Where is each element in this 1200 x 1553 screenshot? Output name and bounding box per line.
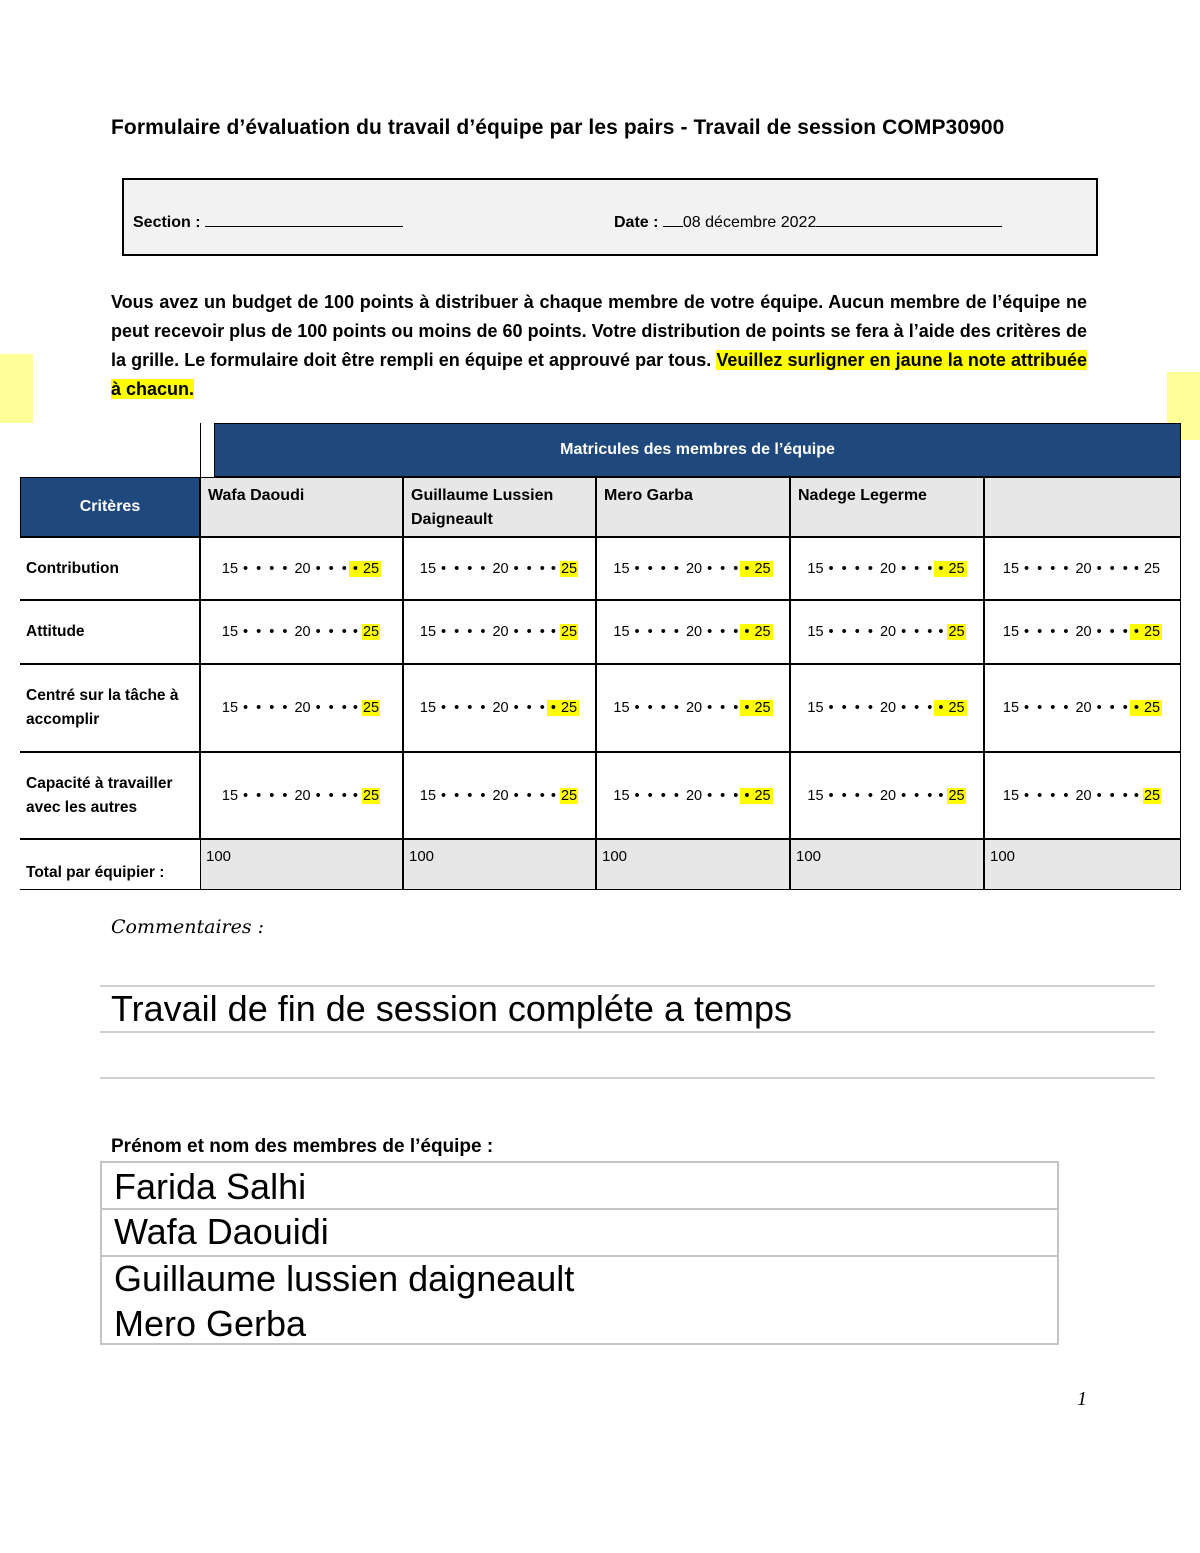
scale-dots: • • • bbox=[707, 787, 741, 804]
scale-selected bbox=[1130, 561, 1162, 577]
scale-dots: • • • • bbox=[441, 624, 488, 640]
scale-dots: • • • bbox=[901, 787, 935, 804]
scale-mid: 20 bbox=[492, 560, 509, 577]
score-scale[interactable] bbox=[200, 537, 403, 600]
scale-low: 15 bbox=[807, 700, 824, 716]
date-field[interactable] bbox=[614, 212, 1002, 232]
page-title: Formulaire d’évaluation du travail d’équipe par les pairs - Travail de session COMP30900 bbox=[111, 116, 1005, 139]
scale-dots: • • • • bbox=[441, 560, 488, 577]
scale-high: 25 bbox=[560, 700, 578, 716]
score-scale[interactable] bbox=[984, 664, 1181, 752]
scale-dot: • bbox=[938, 624, 944, 640]
scale-dots: • • • • bbox=[1024, 560, 1071, 577]
scale-mid: 20 bbox=[1075, 560, 1092, 577]
team-name-line: Farida Salhi bbox=[114, 1166, 307, 1207]
scale-dot: • bbox=[352, 700, 358, 716]
scale-mid: 20 bbox=[879, 560, 897, 577]
scale-dots: • • • • bbox=[828, 560, 875, 577]
scale-low: 15 bbox=[1002, 560, 1020, 577]
scale-dots: • • • bbox=[1096, 560, 1130, 577]
scale-dot: • bbox=[744, 624, 750, 640]
scale-selected bbox=[740, 700, 772, 716]
scale-low: 15 bbox=[419, 624, 437, 640]
section-label: Section : bbox=[133, 214, 201, 231]
section-blank-line bbox=[205, 212, 403, 227]
scale-high: 25 bbox=[560, 787, 578, 804]
scale-dot: • bbox=[550, 624, 556, 640]
scale-dot: • bbox=[938, 560, 944, 577]
scale-dots: • • • bbox=[513, 787, 547, 804]
score-scale[interactable] bbox=[984, 600, 1181, 664]
scale-dot: • bbox=[352, 787, 358, 804]
scale-dots: • • • bbox=[1096, 700, 1130, 716]
scale-dot: • bbox=[938, 787, 944, 804]
scale-high: 25 bbox=[362, 560, 380, 577]
instructions-text: Vous avez un budget de 100 points à distribuer à chaque membre de votre équipe. Aucun membre de l’équipe ne peut recevoir plus de 100 points ou moins de 60 points. Votre distribution de points se fera à l’aide des critères de la grille. Le formulaire doit être rempli en équipe et approuvé par tous. bbox=[111, 292, 1087, 370]
scale-low: 15 bbox=[807, 787, 824, 804]
score-scale[interactable] bbox=[403, 537, 596, 600]
section-date-box bbox=[122, 178, 1098, 256]
scale-mid: 20 bbox=[685, 560, 703, 577]
scale-mid: 20 bbox=[492, 700, 509, 716]
total-value[interactable]: 100 bbox=[984, 839, 1181, 890]
scale-mid: 20 bbox=[879, 624, 897, 640]
scale-dots: • • • bbox=[315, 700, 349, 716]
scale-dots: • • • • bbox=[243, 624, 290, 640]
score-scale[interactable] bbox=[790, 537, 984, 600]
scale-selected bbox=[349, 624, 381, 640]
scale-low: 15 bbox=[419, 700, 437, 716]
date-label: Date : bbox=[614, 214, 659, 231]
scale-dots: • • • • bbox=[828, 624, 875, 640]
scale-dots: • • • • bbox=[634, 787, 681, 804]
total-value[interactable]: 100 bbox=[596, 839, 790, 890]
scale-selected bbox=[740, 624, 772, 640]
scale-selected bbox=[1130, 788, 1162, 804]
member-name-cell: Guillaume Lussien Daigneault bbox=[403, 477, 596, 537]
scale-low: 15 bbox=[613, 700, 630, 716]
scale-selected bbox=[349, 561, 381, 577]
scale-low: 15 bbox=[221, 624, 239, 640]
score-scale[interactable] bbox=[596, 664, 790, 752]
score-scale[interactable] bbox=[790, 752, 984, 839]
score-scale[interactable] bbox=[984, 537, 1181, 600]
criterion-label: Contribution bbox=[20, 537, 200, 600]
scale-mid: 20 bbox=[685, 700, 703, 716]
scale-mid: 20 bbox=[1075, 787, 1092, 804]
scale-selected bbox=[934, 788, 966, 804]
scale-high: 25 bbox=[1143, 624, 1161, 640]
scale-high: 25 bbox=[948, 700, 965, 716]
scale-high: 25 bbox=[754, 787, 771, 804]
scale-dots: • • • bbox=[707, 560, 741, 577]
score-scale[interactable] bbox=[200, 600, 403, 664]
section-field[interactable] bbox=[133, 212, 403, 232]
scale-selected bbox=[934, 700, 966, 716]
score-scale[interactable] bbox=[596, 600, 790, 664]
scale-dots: • • • bbox=[901, 700, 935, 716]
scale-mid: 20 bbox=[685, 624, 703, 640]
comments-label: Commentaires : bbox=[111, 916, 265, 938]
scale-mid: 20 bbox=[1075, 624, 1092, 640]
criterion-label: Centré sur la tâche à accomplir bbox=[20, 664, 200, 752]
scale-dots: • • • bbox=[707, 624, 741, 640]
scale-dots: • • • bbox=[901, 560, 935, 577]
scale-dots: • • • bbox=[707, 700, 741, 716]
scale-high: 25 bbox=[1143, 560, 1161, 577]
scale-dots: • • • • bbox=[441, 787, 488, 804]
scale-dots: • • • bbox=[1096, 624, 1130, 640]
scale-low: 15 bbox=[221, 700, 239, 716]
scale-dots: • • • • bbox=[243, 787, 290, 804]
scale-dots: • • • • bbox=[634, 700, 681, 716]
scale-high: 25 bbox=[948, 787, 965, 804]
scale-dots: • • • bbox=[315, 787, 349, 804]
scale-dot: • bbox=[1133, 624, 1139, 640]
scale-dots: • • • • bbox=[828, 700, 875, 716]
scale-low: 15 bbox=[613, 560, 630, 577]
scale-dot: • bbox=[1133, 787, 1139, 804]
total-value[interactable]: 100 bbox=[200, 839, 403, 890]
scale-high: 25 bbox=[560, 624, 578, 640]
scale-dots: • • • bbox=[315, 624, 349, 640]
score-scale[interactable] bbox=[596, 752, 790, 839]
scale-mid: 20 bbox=[492, 624, 509, 640]
scale-mid: 20 bbox=[294, 787, 311, 804]
scale-high: 25 bbox=[754, 624, 771, 640]
scale-dots: • • • • bbox=[1024, 624, 1071, 640]
team-name-line: Mero Gerba bbox=[114, 1303, 307, 1344]
scale-dots: • • • • bbox=[1024, 700, 1071, 716]
scale-high: 25 bbox=[362, 700, 380, 716]
scale-high: 25 bbox=[948, 624, 965, 640]
scale-dots: • • • bbox=[1096, 787, 1130, 804]
scale-dot: • bbox=[352, 624, 358, 640]
scale-selected bbox=[1130, 624, 1162, 640]
team-names-label: Prénom et nom des membres de l’équipe : bbox=[111, 1136, 494, 1157]
scale-high: 25 bbox=[560, 560, 578, 577]
criterion-label: Attitude bbox=[20, 600, 200, 664]
scale-dot: • bbox=[1133, 700, 1139, 716]
scale-dots: • • • bbox=[513, 624, 547, 640]
scale-dot: • bbox=[1133, 560, 1139, 577]
scale-dots: • • • • bbox=[634, 624, 681, 640]
total-label: Total par équipier : bbox=[20, 839, 200, 890]
score-scale[interactable] bbox=[403, 664, 596, 752]
scale-dot: • bbox=[744, 787, 750, 804]
scale-selected bbox=[740, 561, 772, 577]
score-scale[interactable] bbox=[403, 600, 596, 664]
members-header: Matricules des membres de l’équipe bbox=[214, 423, 1181, 477]
scale-mid: 20 bbox=[294, 624, 311, 640]
scale-high: 25 bbox=[754, 560, 771, 577]
scale-selected bbox=[349, 788, 381, 804]
date-value: 08 décembre 2022 bbox=[682, 214, 817, 231]
scale-mid: 20 bbox=[1075, 700, 1092, 716]
scale-dots: • • • bbox=[513, 560, 547, 577]
scale-low: 15 bbox=[1002, 787, 1020, 804]
member-name-cell bbox=[984, 477, 1181, 537]
score-scale[interactable] bbox=[200, 664, 403, 752]
scale-high: 25 bbox=[362, 787, 380, 804]
score-scale[interactable] bbox=[984, 752, 1181, 839]
team-name-line: Guillaume lussien daigneault bbox=[114, 1258, 575, 1299]
score-scale[interactable] bbox=[790, 664, 984, 752]
scale-selected bbox=[934, 624, 966, 640]
scale-low: 15 bbox=[807, 624, 824, 640]
scale-dot: • bbox=[744, 700, 750, 716]
scale-high: 25 bbox=[754, 700, 771, 716]
score-scale[interactable] bbox=[403, 752, 596, 839]
scale-low: 15 bbox=[419, 560, 437, 577]
scale-mid: 20 bbox=[294, 700, 311, 716]
scale-dots: • • • • bbox=[243, 700, 290, 716]
scale-mid: 20 bbox=[879, 787, 897, 804]
highlight-marker-left bbox=[0, 354, 33, 423]
scale-dots: • • • • bbox=[243, 560, 290, 577]
scale-high: 25 bbox=[948, 560, 965, 577]
scale-low: 15 bbox=[221, 787, 239, 804]
criterion-label: Capacité à travailler avec les autres bbox=[20, 752, 200, 839]
scale-dots: • • • bbox=[315, 560, 349, 577]
scale-dot: • bbox=[550, 560, 556, 577]
scale-low: 15 bbox=[1002, 700, 1020, 716]
scale-selected bbox=[740, 788, 772, 804]
scale-selected bbox=[1130, 700, 1162, 716]
member-name-cell: Wafa Daoudi bbox=[200, 477, 403, 537]
scale-mid: 20 bbox=[879, 700, 897, 716]
scale-selected bbox=[547, 624, 579, 640]
team-name-line: Wafa Daouidi bbox=[114, 1211, 329, 1252]
scale-high: 25 bbox=[1143, 787, 1161, 804]
scale-selected bbox=[547, 700, 579, 716]
scale-dot: • bbox=[550, 700, 556, 716]
member-name-cell: Nadege Legerme bbox=[790, 477, 984, 537]
scale-low: 15 bbox=[613, 787, 630, 804]
scale-dot: • bbox=[550, 787, 556, 804]
scale-dot: • bbox=[352, 560, 358, 577]
comments-text[interactable]: Travail de fin de session compléte a temps bbox=[111, 988, 792, 1029]
total-value[interactable]: 100 bbox=[403, 839, 596, 890]
scale-dots: • • • • bbox=[828, 787, 875, 804]
score-scale[interactable] bbox=[596, 537, 790, 600]
page-number: 1 bbox=[1077, 1388, 1087, 1410]
team-names-box[interactable] bbox=[100, 1161, 1059, 1345]
scale-selected bbox=[934, 561, 966, 577]
scale-dots: • • • • bbox=[1024, 787, 1071, 804]
scale-mid: 20 bbox=[492, 787, 509, 804]
scale-dots: • • • • bbox=[441, 700, 488, 716]
instructions bbox=[111, 288, 1087, 404]
score-scale[interactable] bbox=[790, 600, 984, 664]
scale-low: 15 bbox=[807, 560, 824, 577]
member-name-cell: Mero Garba bbox=[596, 477, 790, 537]
scale-dots: • • • bbox=[513, 700, 547, 716]
scale-low: 15 bbox=[1002, 624, 1020, 640]
total-value[interactable]: 100 bbox=[790, 839, 984, 890]
scale-selected bbox=[547, 788, 579, 804]
scale-selected bbox=[349, 700, 381, 716]
scale-low: 15 bbox=[419, 787, 437, 804]
scale-low: 15 bbox=[221, 560, 239, 577]
scale-dot: • bbox=[938, 700, 944, 716]
evaluation-grid bbox=[20, 423, 1181, 890]
scale-dots: • • • bbox=[901, 624, 935, 640]
scale-mid: 20 bbox=[685, 787, 703, 804]
scale-dot: • bbox=[744, 560, 750, 577]
scale-selected bbox=[547, 561, 579, 577]
scale-high: 25 bbox=[362, 624, 380, 640]
criteria-header: Critères bbox=[20, 477, 200, 537]
scale-mid: 20 bbox=[294, 560, 311, 577]
scale-low: 15 bbox=[613, 624, 630, 640]
scale-dots: • • • • bbox=[634, 560, 681, 577]
score-scale[interactable] bbox=[200, 752, 403, 839]
scale-high: 25 bbox=[1143, 700, 1161, 716]
instructions-highlight: Veuillez surligner en jaune la note attribuée à chacun. bbox=[111, 350, 1087, 399]
